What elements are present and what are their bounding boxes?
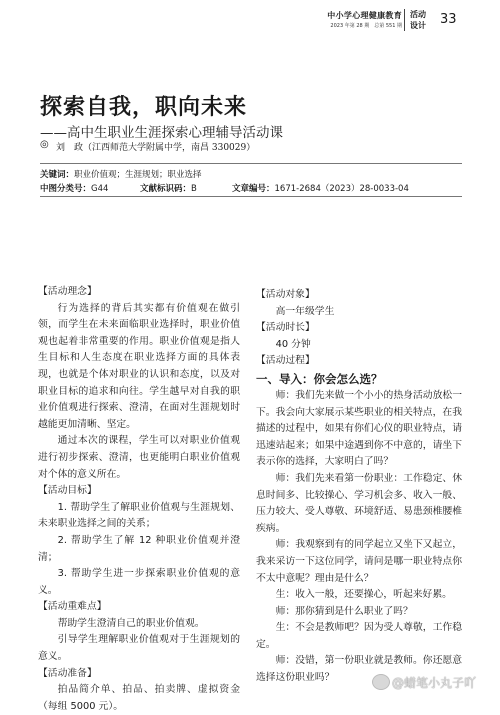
- watermark-logo-icon: [372, 674, 390, 690]
- goal-item-3: 3. 帮助学生进一步探索职业价值观的意义。: [38, 568, 240, 596]
- heading-process: 【活动过程】: [256, 355, 315, 367]
- goal-item-2: 2. 帮助学生了解 12 种职业价值观并澄清；: [38, 534, 240, 563]
- concept-paragraph-2: 通过本次的课程，学生可以对职业价值观进行初步探索、澄清，也更能明白职业价值观对个体的意义所在。: [38, 435, 240, 480]
- heading-key-points: 【活动重难点】: [38, 601, 107, 613]
- heading-preparation: 【活动准备】: [38, 667, 97, 679]
- article-title: 探索自我，职向未来: [40, 95, 248, 120]
- heading-goals: 【活动目标】: [38, 485, 97, 497]
- dialogue-2: 师：我们先来看第一份职业：工作稳定、休息时间多、比较操心、学习机会多、收入一般、压力较大、受人尊敬、环境舒适、易患颈椎腰椎疾病。: [256, 472, 462, 534]
- journal-name: 中小学心理健康教育: [327, 11, 402, 20]
- dialogue-4: 生：收入一般，还要操心，听起来好累。: [275, 589, 452, 601]
- dialogue-7: 师：没错，第一份职业就是教师。你还愿意选择这份职业吗？: [256, 655, 462, 684]
- clc-field: [40, 182, 108, 194]
- header-divider: [404, 9, 405, 31]
- heading-target: 【活动对象】: [256, 289, 315, 300]
- column-name-line1: 活动: [410, 10, 426, 19]
- preparation-text: 拍品简介单、拍品、拍卖牌、虚拟资金（每组 5000 元）。: [38, 684, 240, 712]
- column-name-line2: 设计: [410, 21, 426, 30]
- watermark-text: @蜡笔小丸子吖: [392, 676, 477, 690]
- heading-concept: 【活动理念】: [38, 286, 97, 297]
- key-point-1: 帮助学生澄清自己的职业价值观。: [57, 617, 205, 629]
- author-line: 刘 政（江西师范大学附属中学，南昌 330029）: [56, 143, 256, 153]
- article-subtitle: ——高中生职业生涯探索心理辅导活动课: [40, 125, 283, 141]
- doc-code-label: 文献标识码：: [140, 184, 192, 194]
- page-number: 33: [440, 12, 457, 27]
- keywords-label: 关键词：: [40, 170, 75, 180]
- right-column: [256, 287, 462, 687]
- heading-duration: 【活动时长】: [256, 322, 315, 334]
- goal-item-1: 1. 帮助学生了解职业价值观与生涯规划、未来职业选择之间的关系；: [38, 501, 240, 530]
- dialogue-3: 师：我观察到有的同学起立又坐下又起立，我来采访一下这位同学，请问是哪一职业特点你不太中意呢？理由是什么？: [256, 539, 462, 584]
- doc-code-value: B: [191, 184, 197, 194]
- author-bullet-icon: ◎: [40, 139, 49, 150]
- dialogue-1: 师：我们先来做一个小小的热身活动放松一下。我会向大家展示某些职业的相关特点，在我描述的过程中，如果有你们心仪的职业特点，请迅速站起来；如果中途遇到你不中意的，请坐下表示你的选择，大家明白了吗？: [256, 389, 462, 468]
- clc-value: G44: [91, 184, 109, 194]
- keywords-line: [40, 168, 202, 180]
- dialogue-5: 师：那你猜到是什么职业了吗？: [275, 605, 413, 617]
- meta-top-rule: [40, 163, 462, 164]
- meta-bottom-rule: [40, 196, 462, 197]
- target-text: 高一年级学生: [275, 305, 335, 317]
- doc-code-field: [140, 182, 197, 194]
- keywords-value: 职业价值观；生涯规划；职业选择: [74, 170, 202, 180]
- section-heading-intro: 一、导入：你会怎么选？: [256, 371, 383, 386]
- article-no-value: 1671-2684（2023）28-0033-04: [274, 184, 409, 194]
- concept-paragraph-1: 行为选择的背后其实都有价值观在做引领，而学生在未来面临职业选择时，职业价值观也起着非常重要的作用。职业价值观是指人生目标和人生态度在职业选择方面的具体表现，也就是个体对职业的认识和态度，以及对职业目标的追求和向往。学生越早对自我的职业价值观进行探索、澄清，在面对生涯规划时越能更加清晰、坚定。: [38, 302, 240, 430]
- duration-text: 40 分钟: [275, 338, 311, 350]
- clc-label: 中图分类号：: [40, 184, 92, 194]
- left-column: [38, 284, 240, 715]
- issue-info: 2023 年第 28 期 总第 551 期: [330, 23, 402, 29]
- dialogue-6: 生：不会是教师吧？因为受人尊敬，工作稳定。: [256, 622, 462, 650]
- key-point-2: 引导学生理解职业价值观对于生涯规划的意义。: [38, 634, 240, 663]
- article-no-field: [232, 182, 409, 194]
- article-no-label: 文章编号：: [232, 184, 275, 194]
